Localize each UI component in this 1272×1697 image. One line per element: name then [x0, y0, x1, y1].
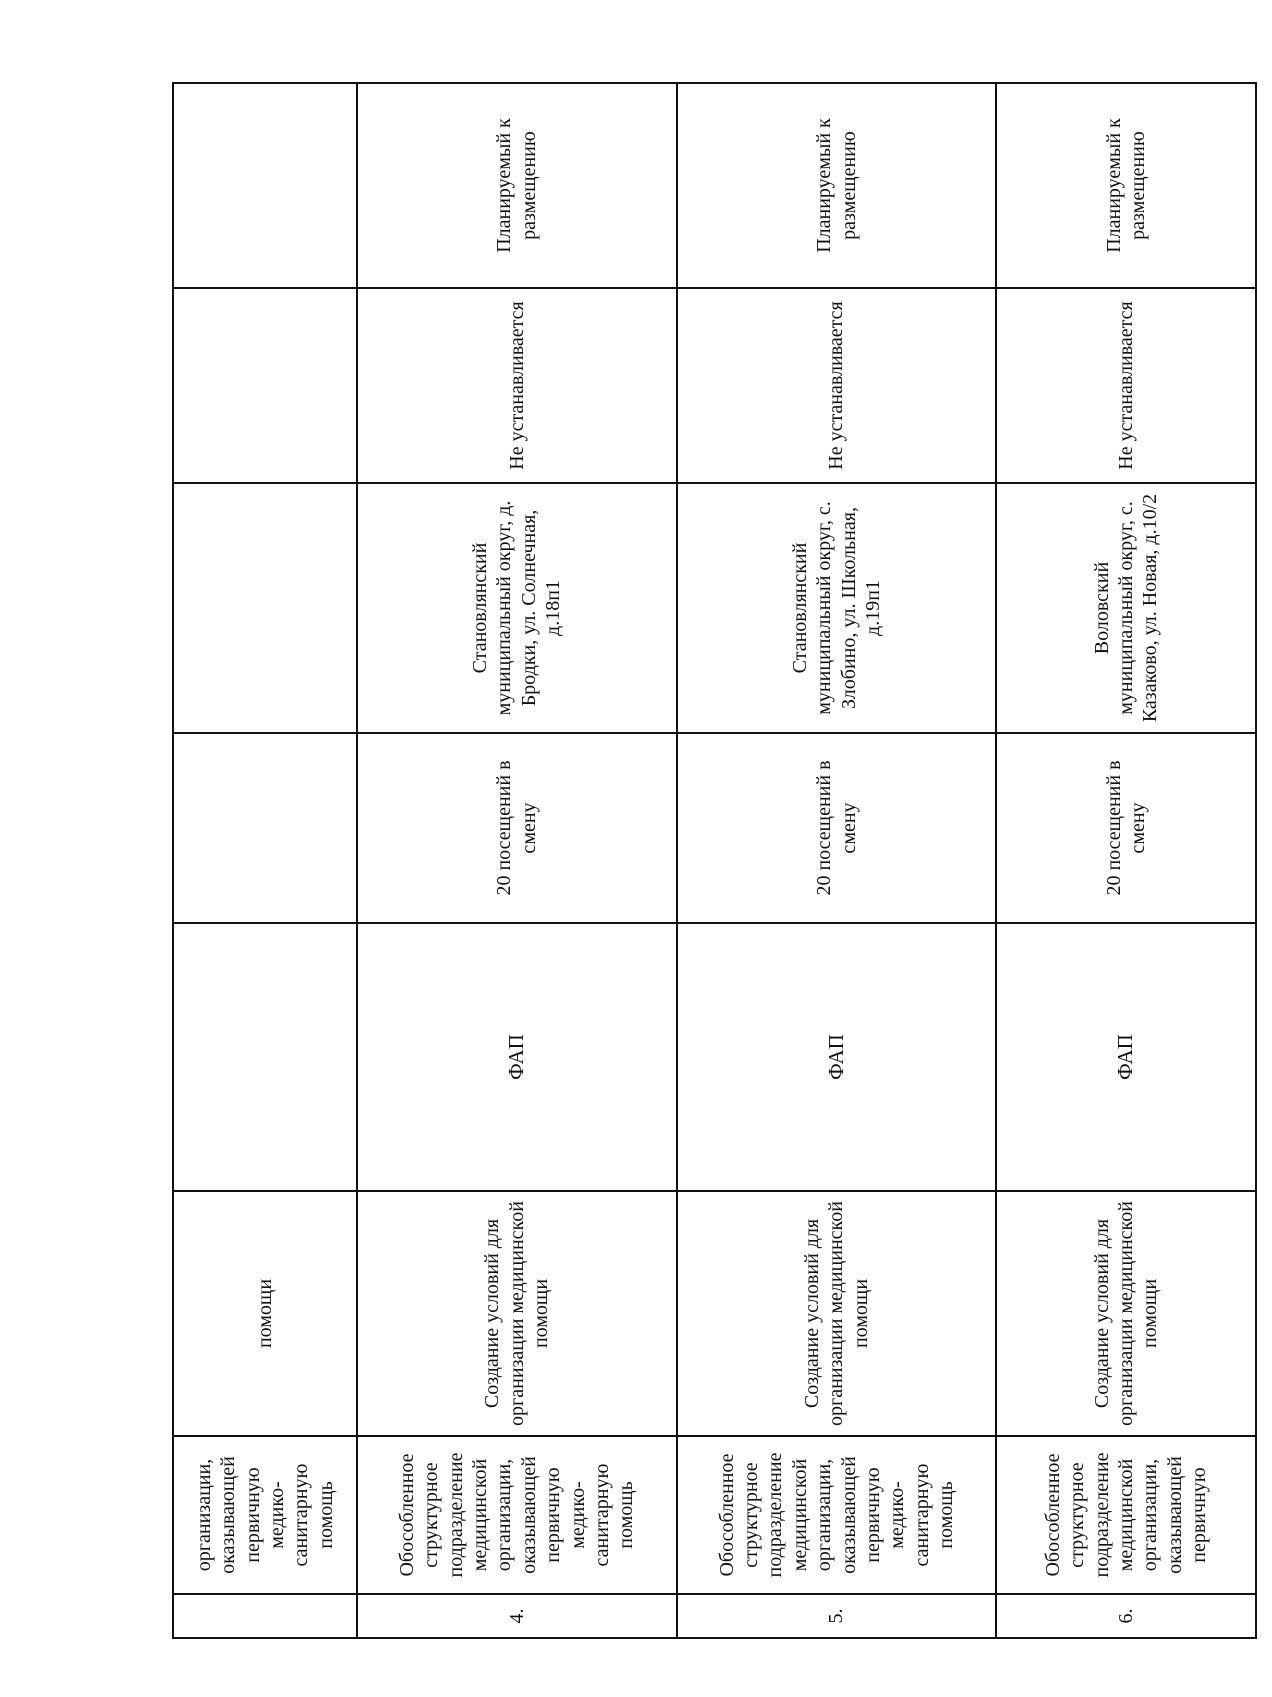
location-cell: Воловский муниципальный округ, с. Казаково, ул. Новая, д.10/2 [996, 483, 1256, 733]
purpose-cell [357, 1191, 677, 1436]
row-number: 5. [677, 1594, 997, 1638]
zone-cell: Не устанавливается [677, 288, 997, 483]
facility-type-cell: Обособленное структурное подразделение медицинской организации, оказывающей первичную медико-санитарную помощь [357, 1436, 677, 1594]
facility-type-cell: организации, оказывающей первичную медико-санитарную помощь [173, 1436, 357, 1594]
location-cell: Становлянский муниципальный округ, д. Бродки, ул. Солнечная, д.18п1 [357, 483, 677, 733]
purpose-text: помощи [253, 1278, 276, 1349]
row-number: 6. [996, 1594, 1256, 1638]
purpose-cell [996, 1191, 1256, 1436]
purpose-cell [173, 1191, 357, 1436]
status-cell: Планируемый к размещению [677, 83, 997, 288]
status-cell: Планируемый к размещению [357, 83, 677, 288]
facility-type-cell: Обособленное структурное подразделение медицинской организации, оказывающей первичную медико-санитарную помощь [677, 1436, 997, 1594]
status-cell [173, 83, 357, 288]
facility-type-cell: Обособленное структурное подразделение медицинской организации, оказывающей первичную [996, 1436, 1256, 1594]
capacity-cell: 20 посещений в смену [996, 733, 1256, 923]
zone-cell: Не устанавливается [357, 288, 677, 483]
table-row-continued [173, 83, 357, 1638]
row-number [173, 1594, 357, 1638]
facilities-table [172, 82, 1257, 1639]
row-number: 4. [357, 1594, 677, 1638]
object-cell: ФАП [677, 923, 997, 1191]
zone-cell: Не устанавливается [996, 288, 1256, 483]
object-cell: ФАП [996, 923, 1256, 1191]
purpose-cell [677, 1191, 997, 1436]
capacity-cell [173, 733, 357, 923]
purpose-text: Создание условий для организации медицинской помощи [800, 1201, 872, 1426]
zone-cell [173, 288, 357, 483]
table-row [357, 83, 677, 1638]
status-cell: Планируемый к размещению [996, 83, 1256, 288]
object-cell: ФАП [357, 923, 677, 1191]
table-row [677, 83, 997, 1638]
capacity-cell: 20 посещений в смену [677, 733, 997, 923]
object-cell [173, 923, 357, 1191]
purpose-text: Создание условий для организации медицинской помощи [481, 1201, 552, 1426]
purpose-text: Создание условий для организации медицинской помощи [1090, 1201, 1162, 1426]
table-row [996, 83, 1256, 1638]
rotated-table-container [172, 84, 1272, 1639]
location-cell: Становлянский муниципальный округ, с. Злобино, ул. Школьная, д.19п1 [677, 483, 997, 733]
capacity-cell: 20 посещений в смену [357, 733, 677, 923]
location-cell [173, 483, 357, 733]
